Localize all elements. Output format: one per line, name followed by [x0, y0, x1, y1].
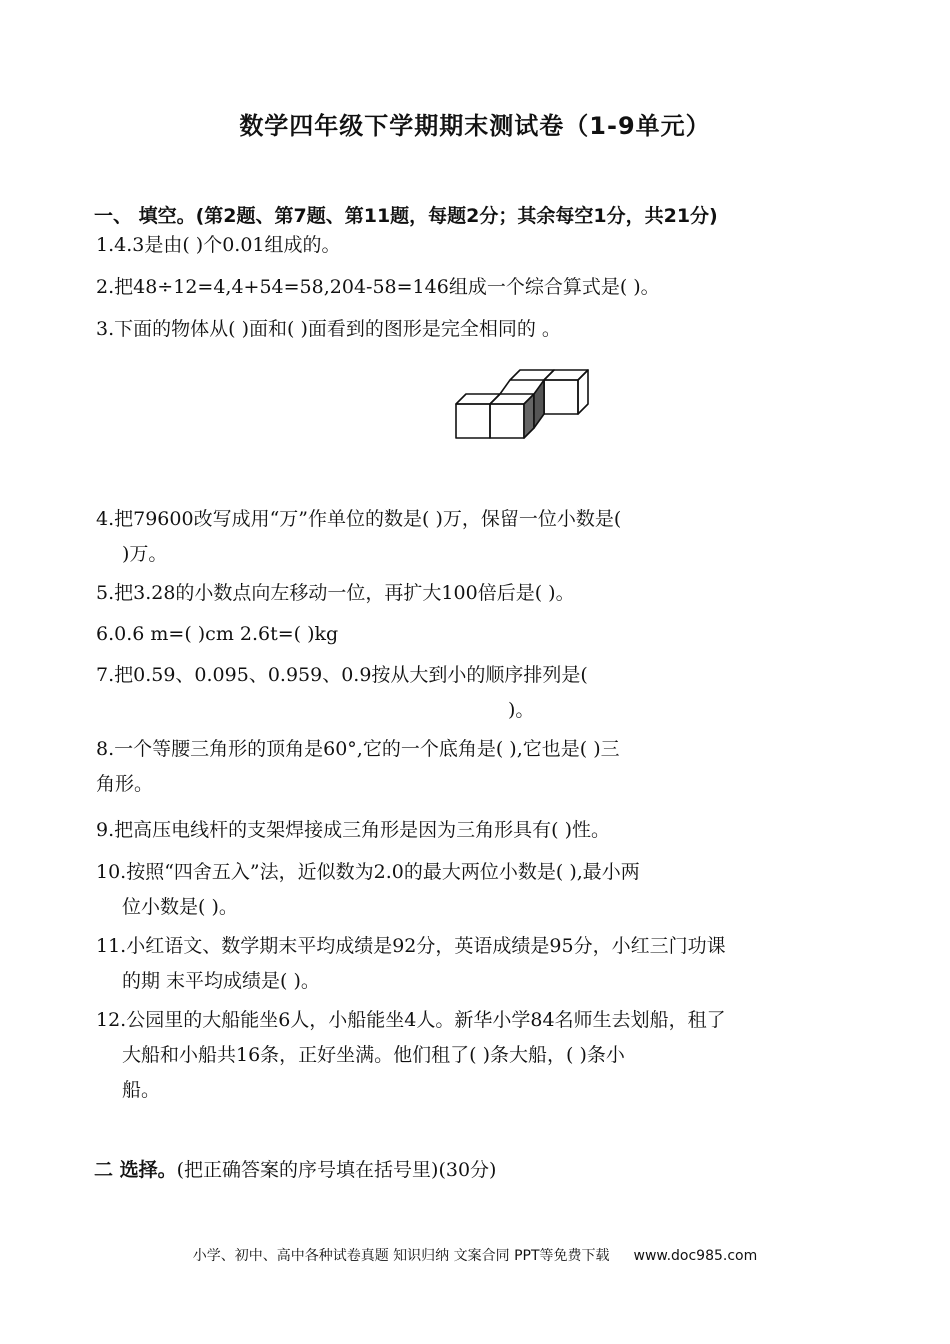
section-2-header [94, 1155, 496, 1182]
question-11-line-1: 11.小红语文、数学期末平均成绩是92分，英语成绩是95分，小红三门功课 [96, 935, 726, 957]
cube-figure [452, 368, 602, 444]
question-4-line-2: )万。 [122, 543, 168, 565]
question-11 [96, 929, 856, 999]
question-12-line-1: 12.公园里的大船能坐6人，小船能坐4人。新华小学84名师生去划船，租了 [96, 1009, 726, 1031]
question-6: 6.0.6 m=( )cm 2.6t=( )kg [96, 623, 339, 645]
question-8-line-1: 8.一个等腰三角形的顶角是60°,它的一个底角是( ),它也是( )三 [96, 738, 620, 760]
footer-url[interactable]: www.doc985.com [633, 1248, 758, 1264]
question-7-line-1: 7.把0.59、0.095、0.959、0.9按从大到小的顺序排列是( [96, 664, 588, 686]
section-1-header: 一、 填空。(第2题、第7题、第11题，每题2分；其余每空1分，共21分) [94, 205, 718, 227]
question-3: 3.下面的物体从( )面和( )面看到的图形是完全相同的 。 [96, 318, 561, 340]
section-2-instructions: (把正确答案的序号填在括号里)(30分) [176, 1159, 497, 1181]
question-12-line-2: 大船和小船共16条，正好坐满。他们租了( )条大船，( )条小 [122, 1044, 625, 1066]
question-12 [96, 1003, 856, 1108]
question-7-line-2: )。 [508, 699, 535, 721]
question-1: 1.4.3是由( )个0.01组成的。 [96, 234, 341, 256]
question-8-line-2: 角形。 [96, 773, 154, 795]
question-10-line-1: 10.按照“四舍五入”法，近似数为2.0的最大两位小数是( ),最小两 [96, 861, 640, 883]
section-2-title: 二 选择。 [94, 1159, 177, 1181]
page-title: 数学四年级下学期期末测试卷（1-9单元） [239, 112, 711, 140]
question-7 [96, 658, 856, 728]
question-4 [96, 502, 856, 572]
footer [0, 1245, 950, 1265]
cube-front-face [544, 380, 578, 414]
question-11-line-2: 的期 末平均成绩是( )。 [122, 970, 320, 992]
question-5: 5.把3.28的小数点向左移动一位，再扩大100倍后是( )。 [96, 582, 575, 604]
cube-top-face [544, 370, 588, 380]
question-4-line-1: 4.把79600改写成用“万”作单位的数是( )万，保留一位小数是( [96, 508, 622, 530]
question-2: 2.把48÷12=4,4+54=58,204-58=146组成一个综合算式是( )。 [96, 276, 660, 298]
question-10 [96, 855, 856, 925]
question-10-line-2: 位小数是( )。 [122, 896, 238, 918]
question-8 [96, 732, 856, 802]
question-9: 9.把高压电线杆的支架焊接成三角形是因为三角形具有( )性。 [96, 819, 610, 841]
footer-text: 小学、初中、高中各种试卷真题 知识归纳 文案合同 PPT等免费下载 [192, 1248, 610, 1264]
question-12-line-3: 船。 [122, 1079, 161, 1101]
